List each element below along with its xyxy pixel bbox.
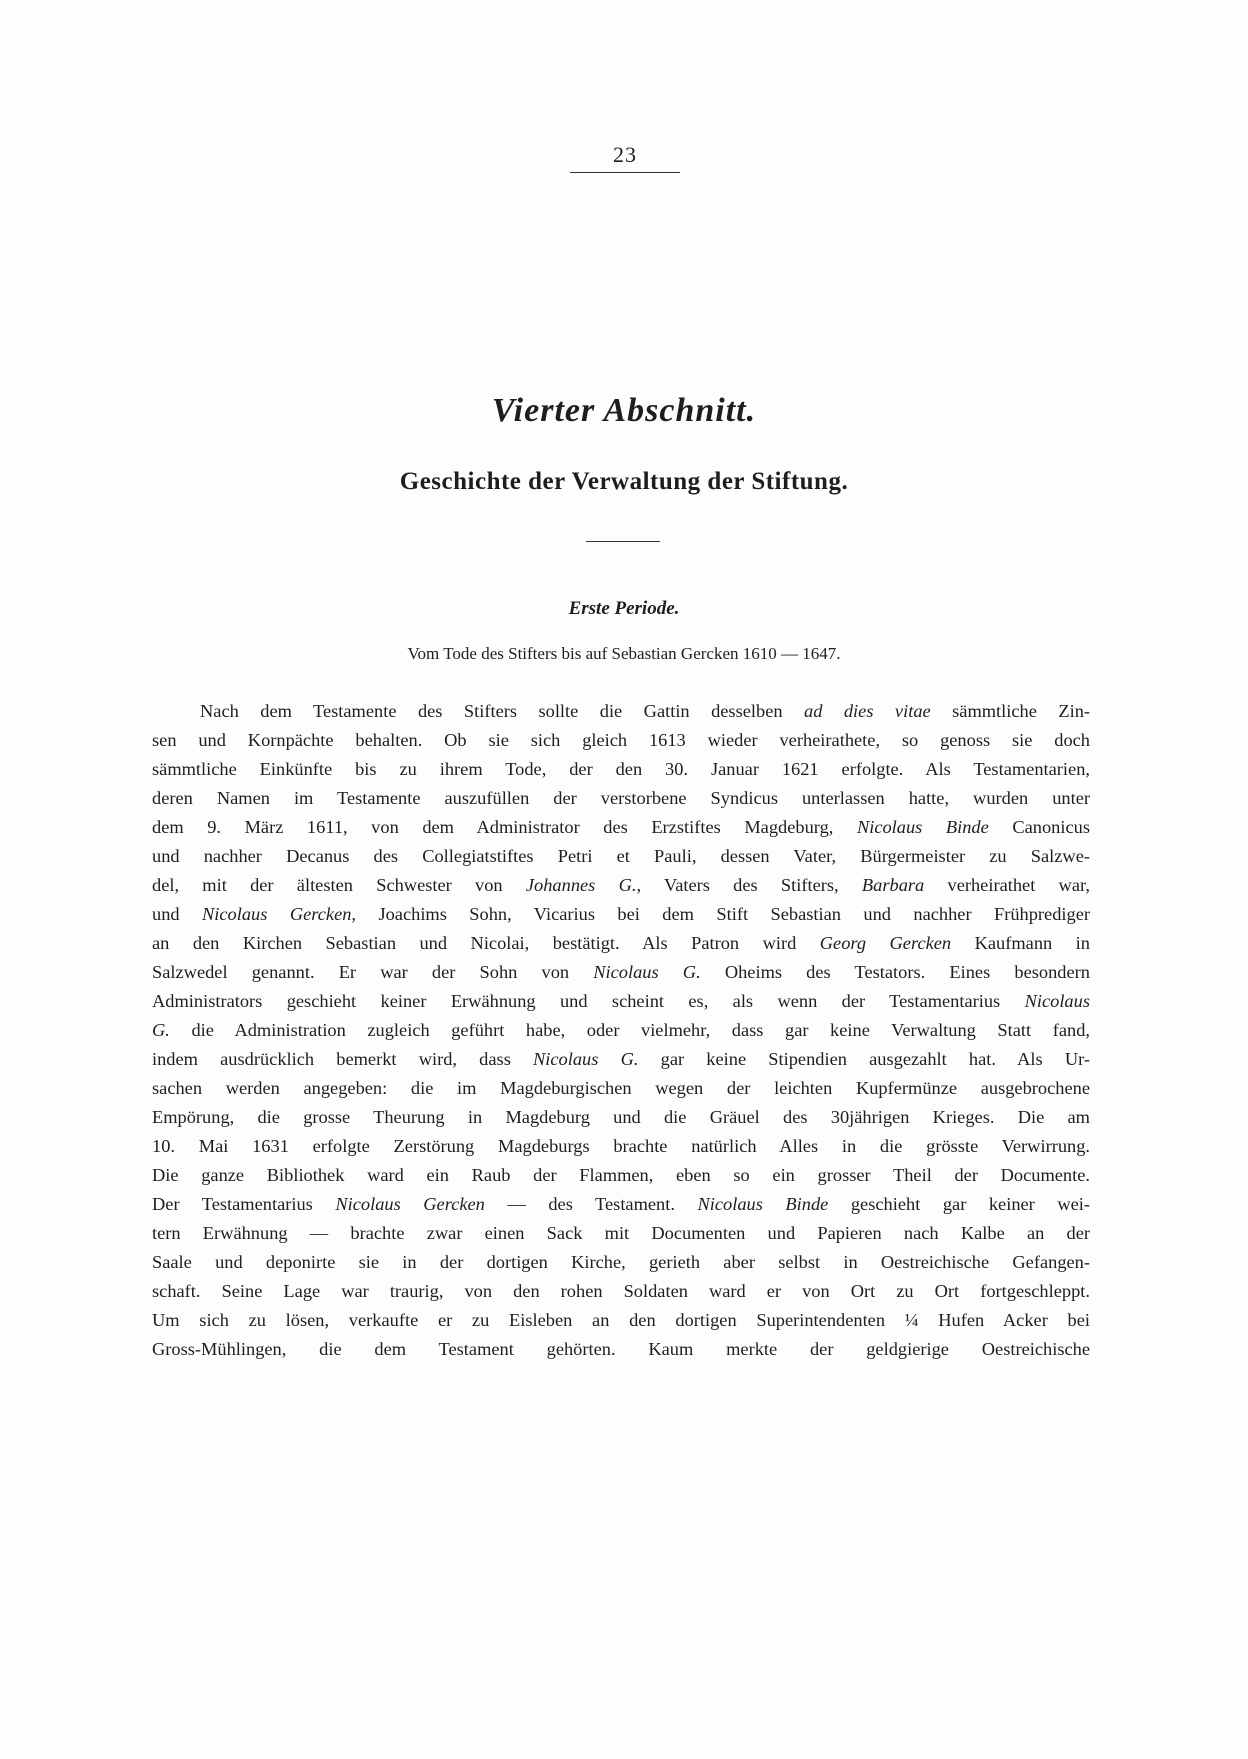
body-line: Saale und deponirte sie in der dortigen Kirche, gerieth aber selbst in Oestreichische Gefangen- bbox=[152, 1252, 1090, 1272]
body-line: und Nicolaus Gercken, Joachims Sohn, Vicarius bei dem Stift Sebastian und nachher Frühprediger bbox=[152, 904, 1091, 924]
italic-name: Nicolaus Binde bbox=[856, 817, 989, 837]
body-line: sen und Kornpächte behalten. Ob sie sich gleich 1613 wieder verheirathete, so genoss sie doch bbox=[152, 730, 1090, 750]
body-line: indem ausdrücklich bemerkt wird, dass Nicolaus G. gar keine Stipendien ausgezahlt hat. Als Ur- bbox=[152, 1049, 1090, 1069]
italic-name: Barbara bbox=[861, 875, 925, 895]
italic-name: Nicolaus G. bbox=[533, 1049, 639, 1069]
section-divider bbox=[586, 541, 660, 542]
body-line: Nach dem Testamente des Stifters sollte die Gattin desselben ad dies vitae sämmtliche Zin- bbox=[200, 701, 1091, 721]
body-line: sämmtliche Einkünfte bis zu ihrem Tode, der den 30. Januar 1621 erfolgte. Als Testamentarien, bbox=[152, 759, 1090, 779]
page-number: 23 bbox=[613, 142, 637, 167]
body-line: Empörung, die grosse Theurung in Magdeburg und die Gräuel des 30jährigen Krieges. Die am bbox=[152, 1107, 1090, 1127]
period-subtitle: Vom Tode des Stifters bis auf Sebastian Gercken 1610 — 1647. bbox=[407, 644, 841, 663]
body-line: an den Kirchen Sebastian und Nicolai, bestätigt. Als Patron wird Georg Gercken Kaufmann in bbox=[152, 933, 1090, 953]
body-line: Salzwedel genannt. Er war der Sohn von Nicolaus G. Oheims des Testators. Eines besondern bbox=[152, 962, 1090, 982]
body-line: Administrators geschieht keiner Erwähnung und scheint es, als wenn der Testamentarius Nicolaus bbox=[152, 991, 1090, 1011]
body-line: dem 9. März 1611, von dem Administrator des Erzstiftes Magdeburg, Nicolaus Binde Canonicus bbox=[152, 817, 1090, 837]
body-line: schaft. Seine Lage war traurig, von den rohen Soldaten ward er von Ort zu Ort fortgeschleppt. bbox=[152, 1281, 1090, 1301]
body-line: sachen werden angegeben: die im Magdeburgischen wegen der leichten Kupfermünze ausgebrochene bbox=[152, 1078, 1090, 1098]
italic-name: Georg Gercken bbox=[819, 933, 952, 953]
italic-name: Nicolaus bbox=[1024, 991, 1090, 1011]
period-title: Erste Periode. bbox=[568, 598, 680, 619]
body-paragraph bbox=[152, 697, 1090, 1364]
italic-name: Johannes G., bbox=[525, 875, 642, 895]
italic-name: G. bbox=[152, 1020, 170, 1040]
chapter-title: Vierter Abschnitt. bbox=[491, 392, 757, 429]
body-line: tern Erwähnung — brachte zwar einen Sack mit Documenten und Papieren nach Kalbe an der bbox=[152, 1223, 1090, 1243]
body-line: deren Namen im Testamente auszufüllen der verstorbene Syndicus unterlassen hatte, wurden unter bbox=[152, 788, 1090, 808]
italic-name: Nicolaus Gercken bbox=[335, 1194, 485, 1214]
italic-name: Nicolaus Binde bbox=[697, 1194, 829, 1214]
italic-name: Nicolaus G. bbox=[593, 962, 701, 982]
body-line: del, mit der ältesten Schwester von Johannes G., Vaters des Stifters, Barbara verheirathet war, bbox=[152, 875, 1090, 895]
body-line: 10. Mai 1631 erfolgte Zerstörung Magdeburgs brachte natürlich Alles in die grösste Verwirrung. bbox=[152, 1136, 1090, 1156]
body-line: Um sich zu lösen, verkaufte er zu Eisleben an den dortigen Superintendenten ¼ Hufen Acker bei bbox=[152, 1310, 1090, 1330]
chapter-subtitle: Geschichte der Verwaltung der Stiftung. bbox=[399, 468, 849, 495]
body-line: G. die Administration zugleich geführt habe, oder vielmehr, dass gar keine Verwaltung Statt fand, bbox=[152, 1020, 1090, 1040]
italic-name: Nicolaus Gercken, bbox=[202, 904, 357, 924]
body-line: und nachher Decanus des Collegiatstiftes Petri et Pauli, dessen Vater, Bürgermeister zu Salzwe- bbox=[152, 846, 1090, 866]
italic-name: ad dies vitae bbox=[804, 701, 931, 721]
body-line: Die ganze Bibliothek ward ein Raub der Flammen, eben so ein grosser Theil der Documente. bbox=[152, 1165, 1090, 1185]
body-line: Der Testamentarius Nicolaus Gercken — des Testament. Nicolaus Binde geschieht gar keiner wei- bbox=[152, 1194, 1091, 1214]
page-number-rule bbox=[570, 172, 680, 173]
body-line: Gross-Mühlingen, die dem Testament gehörten. Kaum merkte der geldgierige Oestreichische bbox=[152, 1339, 1090, 1359]
